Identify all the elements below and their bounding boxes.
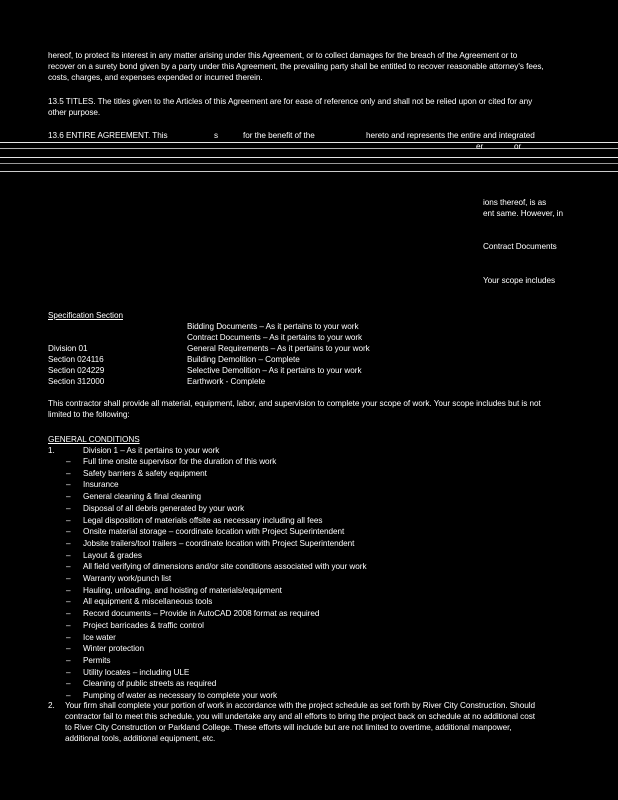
- scope-paragraph-line-1: This contractor shall provide all material, equipment, labor, and supervision to complete your scope of work. Your scope includes but is not: [48, 399, 541, 408]
- bullet-dash: –: [66, 480, 71, 490]
- spec-row-1-right: Bidding Documents – As it pertains to your work: [187, 322, 359, 331]
- bullet-item: Record documents – Provide in AutoCAD 2008 format as required: [83, 609, 320, 619]
- bullet-dash: –: [66, 691, 71, 700]
- bullet-dash: –: [66, 620, 71, 630]
- fragment-ent-same: ent same. However, in: [483, 209, 563, 218]
- section-13-6-fragment-benefit: for the benefit of the: [243, 131, 315, 140]
- bullet-dash: –: [66, 457, 71, 466]
- bullet-item: Safety barriers & safety equipment: [83, 468, 207, 478]
- fragment-contract-documents: Contract Documents: [483, 242, 557, 251]
- section-13-6-fragment-s: s: [214, 131, 219, 140]
- bullet-item: Project barricades & traffic control: [83, 620, 204, 630]
- bullet-item: Full time onsite supervisor for the duration of this work: [83, 457, 277, 466]
- bullet-dash: –: [66, 679, 71, 689]
- bullet-item: Pumping of water as necessary to complete your work: [83, 691, 278, 700]
- scope-paragraph-line-2: limited to the following:: [48, 410, 130, 419]
- section-13-5-line-1: 13.5 TITLES. The titles given to the Articles of this Agreement are for ease of reference only and shall not be relied upon or cited for any: [48, 97, 533, 106]
- item-2-line-1: Your firm shall complete your portion of work in accordance with the project schedule as set forth by River City Construction. Should: [65, 701, 535, 710]
- bullet-dash: –: [66, 644, 71, 654]
- bullet-dash: –: [66, 667, 71, 677]
- bullet-dash: –: [66, 503, 71, 513]
- bullet-item: Ice water: [83, 632, 116, 642]
- fragment-ions-thereof: ions thereof, is as: [483, 198, 547, 207]
- spec-row-4-left: Section 024116: [48, 355, 104, 364]
- top-paragraph-line-3: costs, charges, and expenses expended or incurred therein.: [48, 73, 263, 82]
- bullet-item: Warranty work/punch list: [83, 574, 172, 583]
- bullet-dash: –: [66, 468, 71, 478]
- general-conditions-heading: GENERAL CONDITIONS: [48, 435, 140, 444]
- bullet-dash: –: [66, 550, 71, 560]
- bullet-dash: –: [66, 527, 71, 537]
- spec-row-5-right: Selective Demolition – As it pertains to your work: [187, 366, 362, 375]
- bullet-item: Disposal of all debris generated by your work: [83, 503, 245, 513]
- spec-row-3-right: General Requirements – As it pertains to your work: [187, 344, 370, 353]
- spec-section-heading: Specification Section: [48, 311, 123, 320]
- item-1-text: Division 1 – As it pertains to your work: [83, 446, 220, 455]
- bullet-item: Winter protection: [83, 644, 145, 654]
- top-paragraph-line-1: hereof, to protect its interest in any matter arising under this Agreement, or to collect damages for the breach of the Agreement or to: [48, 51, 518, 60]
- bullet-dash: –: [66, 655, 71, 665]
- bullet-dash: –: [66, 492, 71, 502]
- scan-artifact-line-4: [0, 163, 618, 164]
- bullet-item: Jobsite trailers/tool trailers – coordinate location with Project Superintendent: [83, 538, 355, 548]
- item-2-line-4: additional tools, additional equipment, etc.: [65, 734, 216, 743]
- section-13-6-fragment-or: or: [514, 142, 522, 151]
- section-13-6-heading: 13.6 ENTIRE AGREEMENT. This: [48, 131, 168, 140]
- bullet-dash: –: [66, 585, 71, 595]
- bullet-dash: –: [66, 574, 71, 583]
- top-paragraph-line-2: recover on a surety bond given by a party under this Agreement, the prevailing party shall be entitled to recover reasonable attorney's fees,: [48, 62, 544, 71]
- item-2-number: 2.: [48, 701, 55, 710]
- bullet-item: All field verifying of dimensions and/or site conditions associated with your work: [83, 562, 367, 572]
- scan-artifact-line-1: [0, 142, 618, 143]
- scan-artifact-line-3: [0, 157, 618, 158]
- scan-artifact-line-2: [0, 148, 618, 149]
- bullet-item: Utility locates – including ULE: [83, 667, 190, 677]
- bullet-dash: –: [66, 562, 71, 572]
- spec-row-6-left: Section 312000: [48, 377, 105, 386]
- item-2-line-2: contractor fail to meet this schedule, you will undertake any and all efforts to bring the project back on schedule at no additional cost: [65, 712, 535, 721]
- bullet-dash: –: [66, 597, 71, 607]
- bullet-dash: –: [66, 515, 71, 525]
- section-13-6-fragment-er: er: [476, 142, 484, 151]
- scan-artifact-line-5: [0, 171, 618, 172]
- bullet-item: General cleaning & final cleaning: [83, 492, 202, 502]
- spec-row-3-left: Division 01: [48, 344, 88, 353]
- spec-row-5-left: Section 024229: [48, 366, 105, 375]
- bullet-dash: –: [66, 632, 71, 642]
- section-13-6-fragment-hereto: hereto and represents the entire and integrated: [366, 131, 535, 140]
- bullet-dash: –: [66, 609, 71, 619]
- bullet-item: Onsite material storage – coordinate location with Project Superintendent: [83, 527, 345, 537]
- spec-row-2-right: Contract Documents – As it pertains to your work: [187, 333, 363, 342]
- bullet-item: Hauling, unloading, and hoisting of materials/equipment: [83, 585, 282, 595]
- bullet-item: All equipment & miscellaneous tools: [83, 597, 213, 607]
- section-13-5-line-2: other purpose.: [48, 108, 101, 117]
- bullet-dash: –: [66, 538, 71, 548]
- bullet-item: Layout & grades: [83, 550, 142, 560]
- spec-row-4-right: Building Demolition – Complete: [187, 355, 300, 364]
- fragment-your-scope-includes: Your scope includes: [483, 276, 556, 285]
- bullet-item: Permits: [83, 655, 111, 665]
- item-1-number: 1.: [48, 446, 55, 455]
- bullet-item: Cleaning of public streets as required: [83, 679, 217, 689]
- bullet-item: Legal disposition of materials offsite as necessary including all fees: [83, 515, 323, 525]
- item-2-line-3: to River City Construction or Parkland College. These efforts will include but are not limited to overtime, additional manpower,: [65, 723, 512, 732]
- bullet-item: Insurance: [83, 480, 119, 490]
- spec-row-6-right: Earthwork - Complete: [187, 377, 266, 386]
